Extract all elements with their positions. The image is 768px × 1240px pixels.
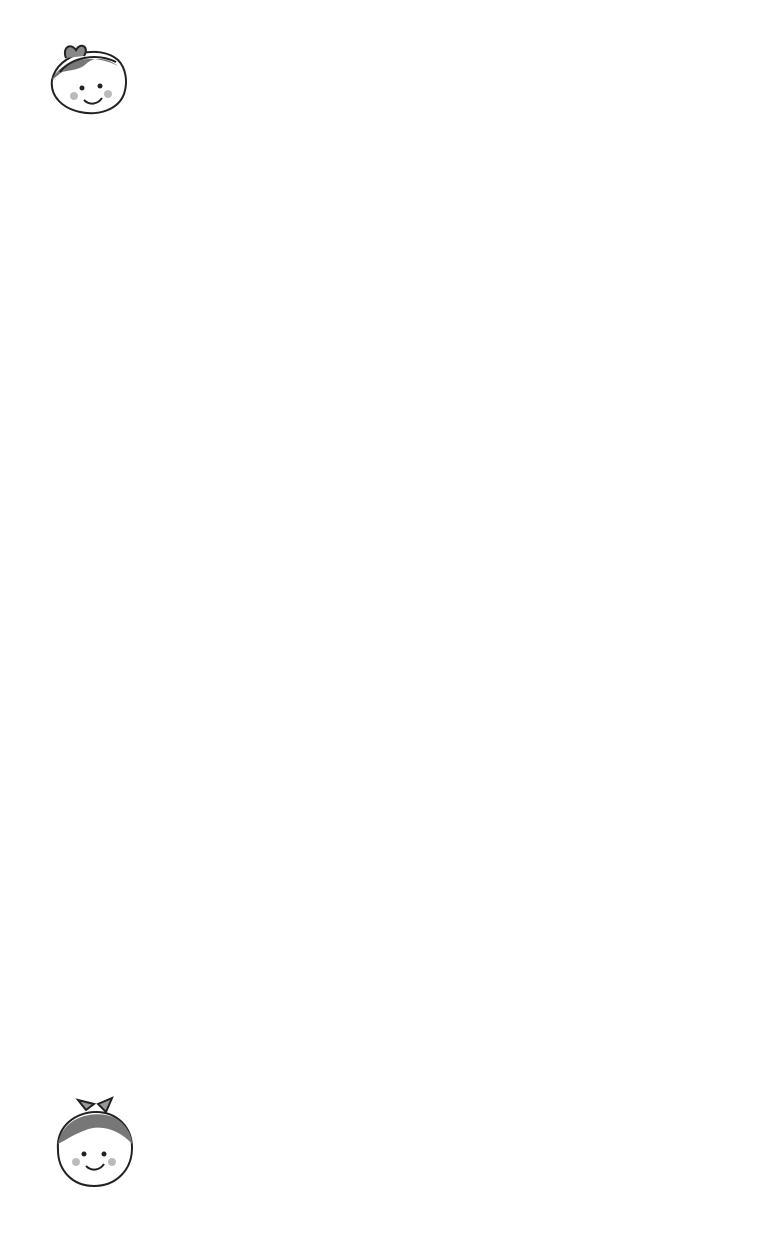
girl-face-top-icon: [52, 46, 126, 113]
girl-face-bottom-icon: [58, 1098, 132, 1186]
